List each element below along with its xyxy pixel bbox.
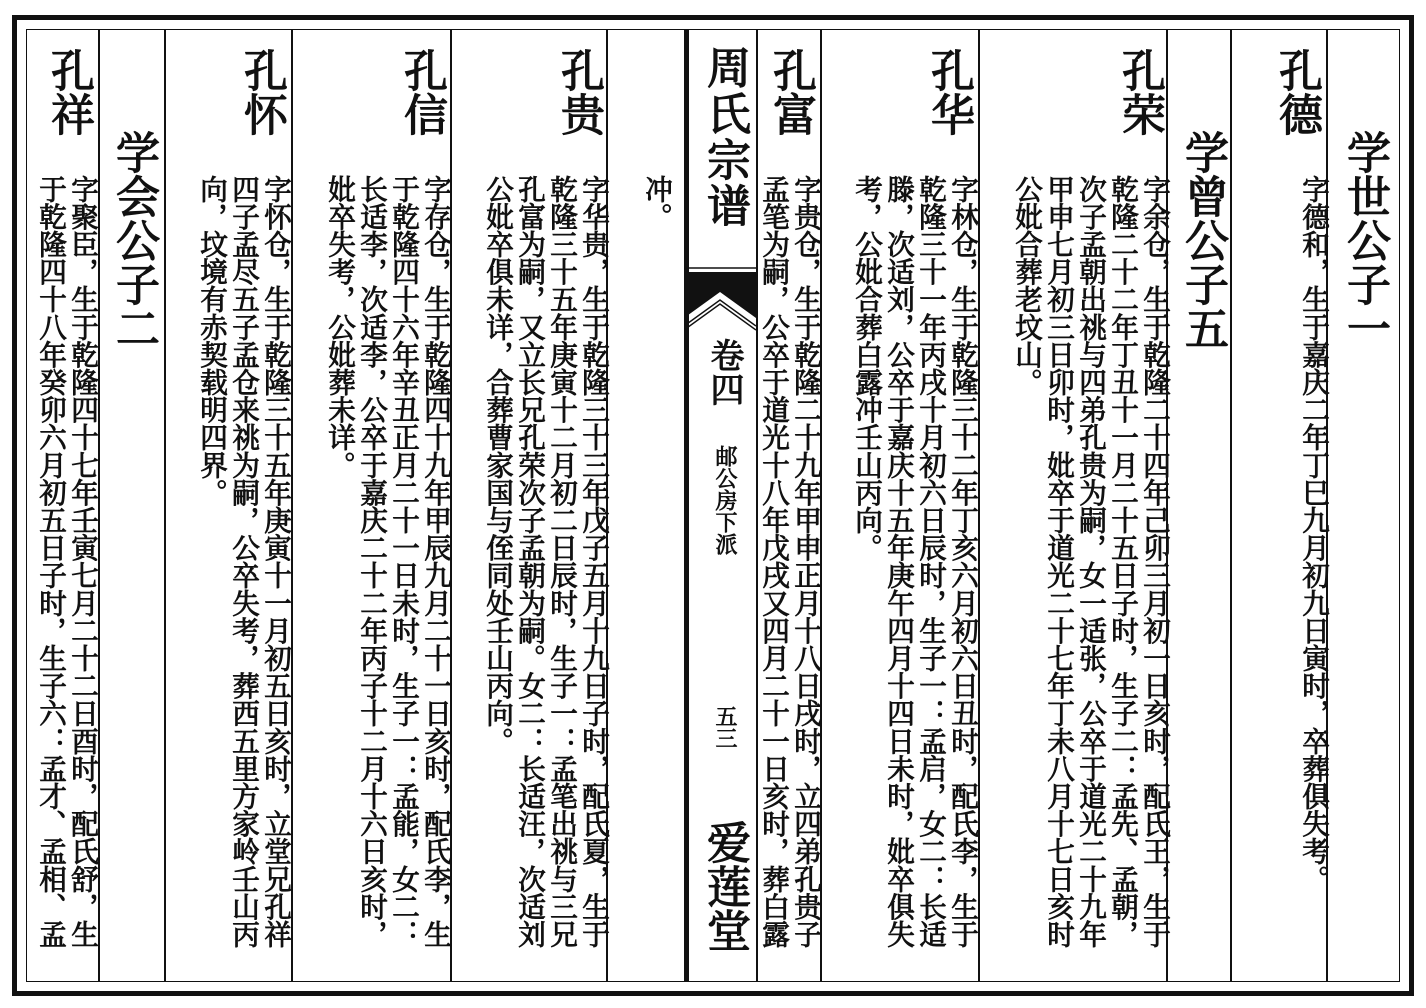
entry-line: 于乾隆四十六年辛丑正月二十一日未时，生子一：孟能，女二：	[387, 175, 420, 948]
entry-line: 向，坟境有赤契载明四界。	[195, 175, 228, 507]
entry-line: 字贵仓，生于乾隆二十九年甲申正月十八日戌时，立四弟孔贵子	[789, 175, 822, 948]
branch-label: 邮公房下派	[712, 445, 738, 555]
person-name: 孔怀	[236, 48, 287, 136]
entry-line: 字林仓，生于乾隆三十二年丁亥六月初六日丑时，配氏李，生于	[946, 175, 979, 948]
entry-line: 长适李，次适李，公卒于嘉庆二十二年丙子十二月十六日亥时，	[355, 175, 388, 948]
entry-line: 字华贵，生于乾隆三十三年戊子五月十九日子时，配氏夏，生于	[577, 175, 610, 948]
entry-line: 妣卒失考，公妣葬未详。	[323, 175, 356, 479]
entry-line: 乾隆三十一年丙戌十月初六日辰时，生子一：孟启，女二：长适	[914, 175, 947, 948]
entry-line: 公妣卒俱未详，合葬曹家国与侄同处壬山丙向。	[481, 175, 514, 755]
entry-line: 字聚臣，生于乾隆四十七年壬寅七月二十二日酉时，配氏舒，生	[66, 175, 99, 948]
person-name: 孔德	[1271, 48, 1322, 136]
spine-rule	[684, 29, 689, 982]
entry-line: 字余仓，生于乾隆二十四年己卯三月初一日亥时，配氏王，生于	[1138, 175, 1171, 948]
entry-line: 考，公妣合葬白露冲壬山丙向。	[850, 175, 883, 562]
entry-line: 乾隆二十二年丁丑十一月二十五日子时，生子二：孟先、孟朝，	[1106, 175, 1139, 948]
person-entry-text: 字德和，生于嘉庆二年丁巳九月初九日寅时，卒葬俱失考。	[1297, 175, 1330, 893]
column-rule	[164, 29, 166, 982]
entry-line: 甲申七月初三日卯时，妣卒于道光二十七年丁未八月十七日亥时	[1042, 175, 1075, 948]
generation-heading: 学会公子二	[108, 130, 159, 350]
column-rule	[1230, 29, 1232, 982]
person-name: 孔祥	[43, 48, 94, 136]
person-name: 孔贵	[553, 48, 604, 136]
generation-heading: 学曾公子五	[1177, 130, 1228, 350]
entry-line: 字怀仓，生于乾隆三十五年庚寅十一月初五日亥时，立堂兄孔祥	[259, 175, 292, 948]
entry-line: 孔富为嗣，又立长兄孔荣次子孟朝为嗣。女二：长适汪，次适刘	[513, 175, 546, 948]
person-name: 孔华	[923, 48, 974, 136]
page-number: 五三	[712, 705, 738, 749]
continuation-text: 冲。	[640, 175, 673, 231]
person-name: 孔富	[765, 48, 816, 136]
entry-line: 于乾隆四十八年癸卯六月初五日子时，生子六：孟才、孟相、孟	[34, 175, 67, 948]
person-name: 孔信	[396, 48, 447, 136]
entry-line: 次子孟朝出祧与四弟孔贵为嗣，女一适张，公卒于道光二十九年	[1074, 175, 1107, 948]
entry-line: 乾隆三十五年庚寅十二月初二日辰时，生子一：孟笔出祧与三兄	[545, 175, 578, 948]
entry-line: 字存仓，生于乾隆四十九年甲辰九月二十一日亥时，配氏李，生	[419, 175, 452, 948]
entry-line: 孟笔为嗣，公卒于道光十八年戊戌又四月二十一日亥时，葬白露	[757, 175, 790, 948]
hall-name: 爱莲堂	[699, 820, 750, 952]
volume-label: 卷四	[704, 338, 744, 406]
entry-line: 四子孟尽五子孟仓来祧为嗣，公卒失考，葬西五里方家岭壬山丙	[227, 175, 260, 948]
book-title: 周氏宗谱	[699, 45, 750, 229]
entry-line: 滕，次适刘，公卒于嘉庆十五年庚午四月十四日未时，妣卒俱失	[882, 175, 915, 948]
entry-line: 公妣合葬老坟山。	[1010, 175, 1043, 396]
generation-heading: 学世公子一	[1339, 130, 1390, 350]
fishtail-ornament	[684, 260, 756, 350]
person-name: 孔荣	[1114, 48, 1165, 136]
